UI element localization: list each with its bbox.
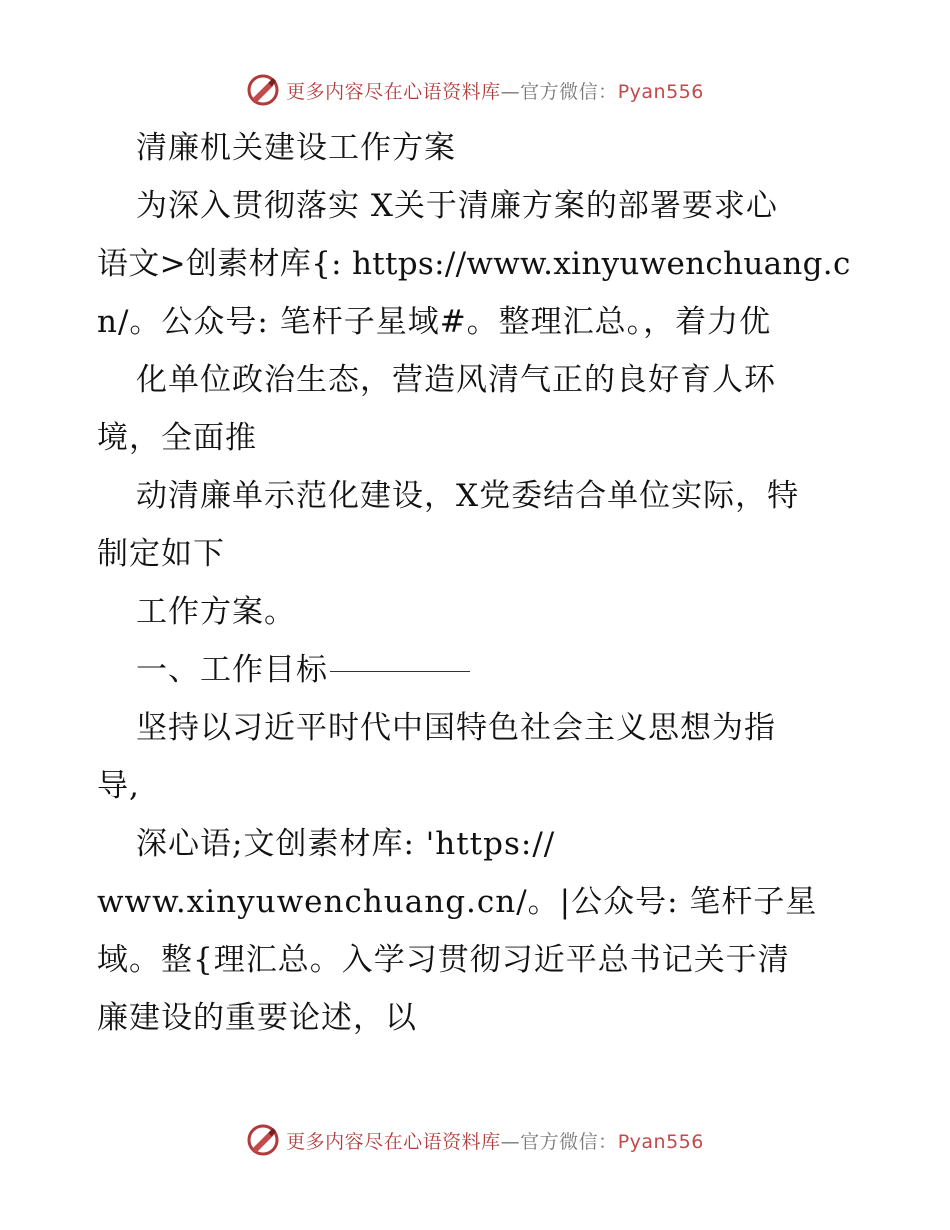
footer-banner (0, 1120, 950, 1160)
document-title: 清廉机关建设工作方案 (136, 130, 456, 166)
paragraph-line: 化单位政治生态，营造风清气正的良好育人环 (136, 362, 776, 398)
banner-text (286, 77, 704, 104)
paragraph-line: www.xinyuwenchuang.cn/。|公众号: 笔杆子星 (97, 884, 818, 920)
paragraph-line: 为深入贯彻落实 X关于清廉方案的部署要求心 (136, 188, 778, 224)
paragraph-line: 域。整{理汇总。入学习贯彻习近平总书记关于清 (97, 942, 790, 978)
paragraph-line: n/。公众号: 笔杆子星域#。整理汇总。，着力优 (97, 304, 772, 340)
header-banner (0, 70, 950, 110)
paragraph-line: 廉建设的重要论述，以 (97, 1000, 417, 1036)
paragraph-line: 坚持以习近平时代中国特色社会主义思想为指 (136, 710, 776, 746)
pen-logo-icon (246, 73, 280, 107)
banner-wechat-label: 官方微信： (520, 1130, 618, 1153)
paragraph-line: 制定如下 (97, 536, 225, 572)
banner-site-text: 更多内容尽在心语资料库 (286, 80, 501, 103)
paragraph-line: 工作方案。 (136, 594, 296, 630)
section-heading-text: 一、工作目标 (136, 652, 328, 688)
paragraph-line: 深心语;文创素材库: 'https:// (136, 826, 556, 862)
section-heading (136, 650, 470, 690)
banner-dash: — (500, 80, 521, 103)
banner-wechat-id: Pyan556 (617, 1130, 704, 1153)
banner-wechat-label: 官方微信： (520, 80, 618, 103)
pen-logo-icon (246, 1123, 280, 1157)
banner-dash: — (500, 1130, 521, 1153)
heading-rule (330, 671, 470, 672)
banner-site-text: 更多内容尽在心语资料库 (286, 1130, 501, 1153)
paragraph-line: 语文>创素材库{: https://www.xinyuwenchuang.c (97, 246, 851, 282)
paragraph-line: 导, (97, 768, 140, 804)
banner-wechat-id: Pyan556 (617, 80, 704, 103)
paragraph-line: 动清廉单示范化建设，X党委结合单位实际，特 (136, 478, 800, 514)
banner-text (286, 1127, 704, 1154)
paragraph-line: 境，全面推 (97, 420, 257, 456)
